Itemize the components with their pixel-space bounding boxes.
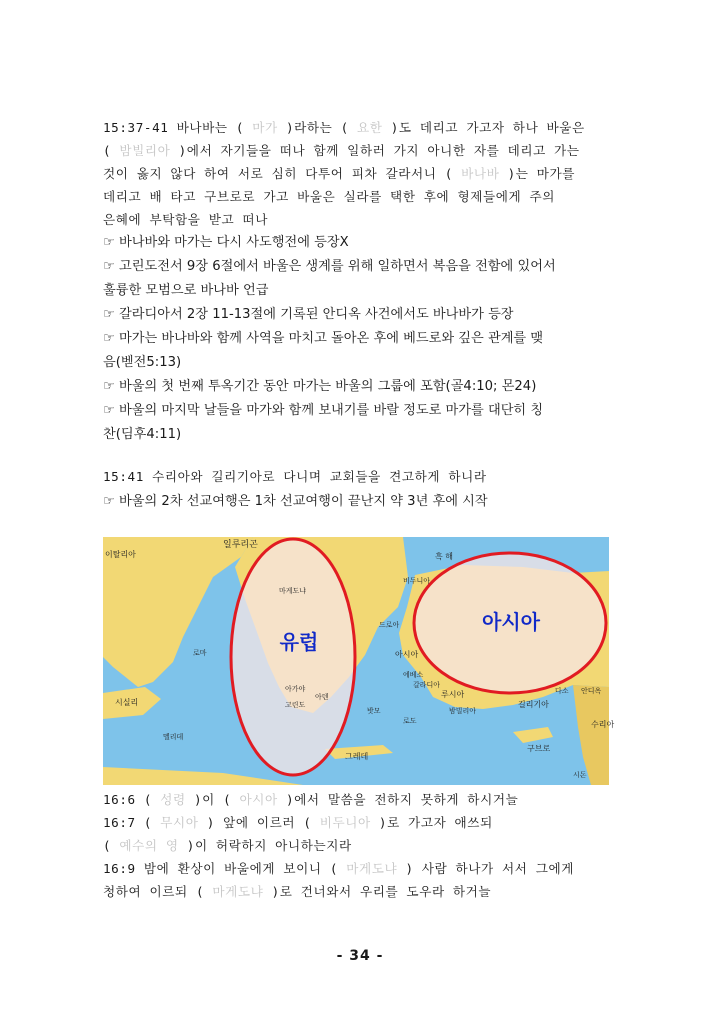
- blank-answer: 마게도냐: [346, 861, 398, 876]
- text: )도 데리고 가고자 하나 바울은: [382, 120, 585, 135]
- verse-15-37-line3: [103, 164, 615, 184]
- place-syria: 수리아: [591, 720, 615, 729]
- place-rhodes: 로도: [403, 717, 417, 725]
- verse-16-7-cont: [103, 836, 615, 856]
- verse-15-37-line1: [103, 118, 615, 138]
- note-line: ☞ 마가는 바나바와 함께 사역을 마치고 돌아온 후에 베드로와 깊은 관계를 맺: [103, 331, 544, 346]
- place-cilicia: 길리기아: [518, 700, 549, 709]
- place-macedonia: 마게도냐: [279, 587, 307, 595]
- note-line: ☞ 바울의 2차 선교여행은 1차 선교여행이 끝난지 약 3년 후에 시작: [103, 494, 488, 509]
- text: 청하여 이르되 (: [103, 884, 213, 899]
- place-black-sea: 흑 해: [435, 552, 453, 561]
- place-italy: 이탈리아: [105, 550, 136, 559]
- place-cyprus: 구브로: [527, 744, 551, 753]
- text: (: [103, 143, 120, 158]
- verse-15-41: 15:41 수리아와 길리기아로 다니며 교회들을 견고하게 하니라: [103, 469, 487, 484]
- blank-answer: 바나바: [461, 166, 500, 181]
- place-sidon: 시돈: [573, 771, 587, 779]
- place-corinth: 고린도: [285, 701, 306, 709]
- cyprus-land: [513, 727, 553, 743]
- place-illyricum: 일루리곤: [223, 540, 258, 550]
- text: )에서 말씀을 전하지 못하게 하시거늘: [277, 792, 519, 807]
- place-pamphylia: 밤빌리아: [449, 707, 477, 715]
- text: )이 (: [185, 792, 240, 807]
- syria-land: [573, 685, 609, 785]
- verse-15-37-line2: [103, 141, 615, 161]
- europe-label: 유럽: [279, 630, 319, 654]
- text: 16:9 밤에 환상이 바울에게 보이니 (: [103, 861, 347, 876]
- note-line: ☞ 갈라디아서 2장 11-13절에 기록된 안디옥 사건에서도 바나바가 등장: [103, 307, 514, 322]
- verse-16-9-cont: [103, 882, 615, 902]
- note-line: ☞ 바나바와 마가는 다시 사도행전에 등장X: [103, 235, 349, 250]
- blank-answer: 요한: [357, 120, 383, 135]
- asia-label: 아시아: [482, 610, 540, 634]
- text: )에서 자기들을 떠나 함께 일하러 가지 아니한 자를 데리고 가는: [170, 143, 580, 158]
- blank-answer: 성령: [160, 792, 186, 807]
- place-athens: 아덴: [315, 693, 329, 701]
- text: )는 마가를: [499, 166, 575, 181]
- text: )라하는 (: [277, 120, 357, 135]
- second-journey-map: [103, 537, 615, 785]
- blank-answer: 무시아: [160, 815, 199, 830]
- note-line: ☞ 바울의 마지막 날들을 마가와 함께 보내기를 바랄 정도로 마가를 대단히 칭: [103, 403, 544, 418]
- verse-15-37-line4: 데리고 배 타고 구브로로 가고 바울은 실라를 택한 후에 형제들에게 주의: [103, 189, 556, 204]
- blank-answer: 밤빌리아: [119, 143, 171, 158]
- text: 16:6 (: [103, 792, 161, 807]
- verse-15-37-line5: 은혜에 부탁함을 받고 떠나: [103, 212, 268, 227]
- text: )이 허락하지 아니하는지라: [178, 838, 352, 853]
- place-lycia: 루시아: [441, 690, 465, 699]
- page-number: - 34 -: [336, 948, 384, 964]
- text: ) 사람 하나가 서서 그에게: [397, 861, 575, 876]
- place-rome: 로마: [193, 649, 207, 657]
- note-line: 음(벧전5:13): [103, 355, 182, 370]
- place-bithynia: 비두니아: [403, 577, 431, 585]
- verse-16-9: [103, 859, 615, 879]
- blank-answer: 마가: [252, 120, 278, 135]
- text: 16:7 (: [103, 815, 161, 830]
- place-asia: 아시아: [395, 650, 419, 659]
- note-line: ☞ 고린도전서 9장 6절에서 바울은 생계를 위해 일하면서 복음을 전함에 있어서: [103, 259, 556, 274]
- blank-answer: 아시아: [239, 792, 278, 807]
- text: )로 건너와서 우리를 도우라 하거늘: [263, 884, 492, 899]
- text: 것이 옳지 않다 하여 서로 심히 다투어 피차 갈라서니 (: [103, 166, 462, 181]
- place-troas: 드로아: [379, 621, 400, 629]
- blank-answer: 예수의 영: [119, 838, 179, 853]
- place-patmos: 밧모: [367, 707, 381, 715]
- place-crete: 그레데: [345, 752, 369, 761]
- text: (: [103, 838, 120, 853]
- verse-16-7: [103, 813, 615, 833]
- europe-circle: [231, 539, 355, 775]
- text: )로 가고자 애쓰되: [370, 815, 493, 830]
- place-sicily: 시실리: [115, 698, 139, 707]
- note-line: 훌륭한 모범으로 바나바 언급: [103, 283, 269, 298]
- place-tarsus: 다소: [555, 687, 569, 695]
- verse-16-6: [103, 790, 615, 810]
- blank-answer: 비두니아: [319, 815, 371, 830]
- text: 15:37-41 바나바는 (: [103, 120, 253, 135]
- place-achaia: 아가야: [285, 685, 306, 693]
- place-malta: 멜리데: [163, 733, 184, 741]
- map-graphic: [103, 537, 615, 785]
- place-galatia: 갈라디아: [413, 681, 441, 689]
- blank-answer: 마게도냐: [212, 884, 264, 899]
- note-line: 찬(딤후4:11): [103, 427, 182, 442]
- place-ephesus: 에베소: [403, 671, 424, 679]
- place-antioch: 안디옥: [581, 687, 602, 695]
- note-line: ☞ 바울의 첫 번째 투옥기간 동안 마가는 바울의 그룹에 포함(골4:10; 몬24): [103, 379, 537, 394]
- text: ) 앞에 이르러 (: [198, 815, 320, 830]
